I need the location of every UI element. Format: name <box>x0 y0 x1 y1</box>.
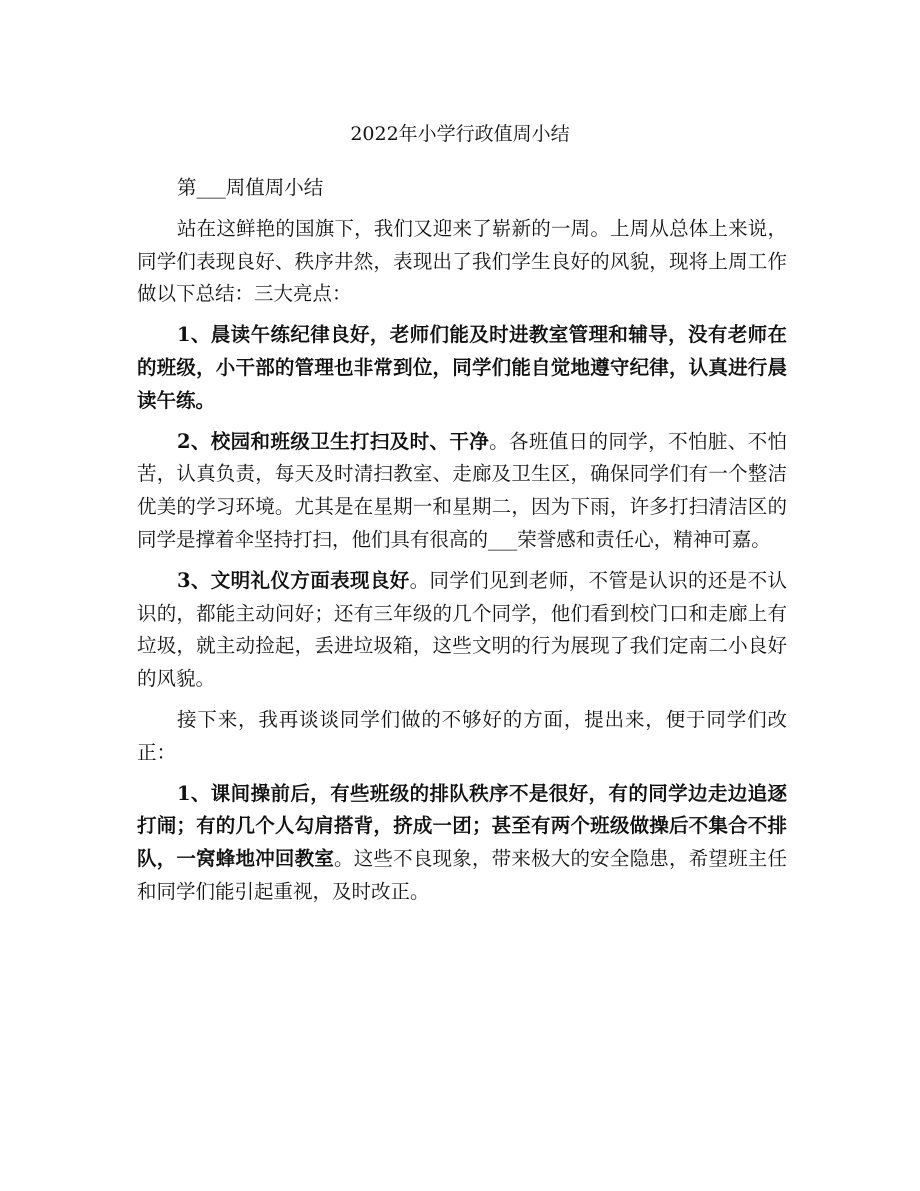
document-title: 2022年小学行政值周小结 <box>350 123 570 145</box>
highlight-3-paragraph <box>137 565 787 696</box>
transition-paragraph: 接下来，我再谈谈同学们做的不够好的方面，提出来，便于同学们改正： <box>137 707 787 764</box>
highlight-2-text: 。各班值日的同学，不怕脏、不怕苦，认真负责，每天及时清扫教室、走廊及卫生区，确保同学们有一个整洁优美的学习环境。尤其是在星期一和星期二，因为下雨，许多打扫清洁区的同学是撑着伞坚持打扫，他们具有很高的___荣誉感和责任心，精神可嘉。 <box>137 429 787 551</box>
issue-1-paragraph <box>137 778 787 909</box>
highlight-2-heading: 2、校园和班级卫生打扫及时、干净 <box>176 429 490 453</box>
issue-1-heading: 1、课间操前后，有些班级的排队秩序不是很好，有的同学边走边追逐打闹；有的几个人勾肩搭背，挤成一团；甚至有两个班级做操后不集合不排队，一窝蜂地冲回教室 <box>137 781 787 871</box>
issue-1-text: 。这些不良现象，带来极大的安全隐患，希望班主任和同学们能引起重视，及时改正。 <box>137 847 787 903</box>
highlight-3-text: 。同学们见到老师，不管是认识的还是不认识的，都能主动问好；还有三年级的几个同学，他们看到校门口和走廊上有垃圾，就主动捡起，丢进垃圾箱，这些文明的行为展现了我们定南二小良好的风貌。 <box>137 568 787 691</box>
highlight-3-heading: 3、文明礼仪方面表现良好 <box>176 568 410 592</box>
week-heading: 第___周值周小结 <box>176 176 324 199</box>
highlight-2-paragraph <box>137 426 787 557</box>
intro-paragraph: 站在这鲜艳的国旗下，我们又迎来了崭新的一周。上周从总体上来说，同学们表现良好、秩序井然，表现出了我们学生良好的风貌，现将上周工作做以下总结：三大亮点： <box>137 216 787 306</box>
document-body <box>137 172 787 909</box>
highlight-1-paragraph: 1、晨读午练纪律良好，老师们能及时进教室管理和辅导，没有老师在的班级，小干部的管理也非常到位，同学们能自觉地遵守纪律，认真进行晨读午练。 <box>137 323 787 412</box>
